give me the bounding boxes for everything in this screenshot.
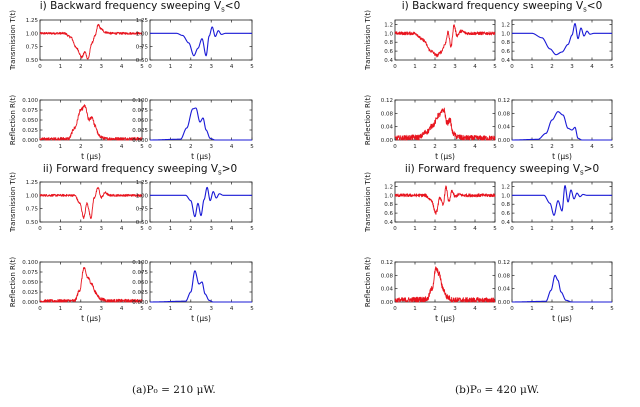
chart-a-forward-transmission-experiment-ylabel: Transmission T(t) [9, 172, 17, 232]
chart-a-forward-transmission-theory-xtick-label: 0 [148, 226, 152, 232]
chart-a-backward-reflection-theory-ytick-label: 0.075 [132, 108, 148, 114]
chart-b-forward-transmission-experiment-ytick-label: 0.6 [384, 211, 393, 218]
chart-b-backward-reflection-experiment-xtick-label: 5 [493, 144, 497, 150]
chart-a-forward-reflection-experiment-ytick-label: 0.100 [22, 260, 38, 266]
header-backward-b: i) Backward frequency sweeping $V_s<0$ [401, 0, 603, 14]
chart-b-backward-reflection-theory-xtick-label: 5 [610, 144, 614, 150]
chart-b-forward-reflection-experiment-xtick-label: 4 [473, 306, 477, 312]
chart-a-backward-transmission-theory-xtick-label: 0 [148, 64, 152, 70]
chart-b-forward-reflection-experiment-xtick-label: 1 [413, 306, 417, 312]
chart-a-forward-transmission-theory [136, 180, 255, 232]
chart-b-backward-reflection-experiment-line [395, 108, 495, 140]
chart-a-backward-transmission-experiment-xtick-label: 1 [58, 64, 63, 70]
chart-b-backward-transmission-theory-xtick-label: 1 [530, 64, 534, 70]
chart-a-backward-transmission-experiment-ylabel: Transmission T(t) [9, 10, 17, 70]
chart-a-forward-reflection-experiment-xlabel: t (μs) [81, 314, 101, 323]
chart-b-forward-reflection-experiment-xtick-label: 2 [433, 306, 437, 312]
chart-a-backward-transmission-experiment-ytick-label: 0.75 [25, 44, 38, 51]
chart-a-forward-reflection-experiment-xtick-label: 3 [99, 306, 103, 312]
chart-b-backward-reflection-experiment-ytick-label: 0.00 [380, 138, 393, 144]
chart-a-forward-reflection-theory [132, 260, 254, 323]
chart-a-forward-transmission-theory-ytick-label: 1.00 [135, 193, 148, 200]
chart-a-forward-reflection-experiment-xtick-label: 1 [58, 306, 63, 312]
chart-b-backward-reflection-experiment-ytick-label: 0.12 [380, 98, 393, 104]
chart-b-backward-reflection-experiment-xtick-label: 1 [413, 144, 417, 150]
chart-a-forward-reflection-experiment-ytick-label: 0.000 [22, 300, 38, 306]
chart-b-backward-transmission-experiment-xtick-label: 5 [493, 64, 497, 70]
chart-b-forward-transmission-experiment-ylabel: Transmission T(t) [364, 172, 372, 232]
chart-b-forward-reflection-theory-xtick-label: 4 [590, 306, 594, 312]
chart-a-backward-reflection-experiment-xtick-label: 1 [58, 144, 63, 150]
chart-a-backward-transmission-theory-ytick-label: 1.00 [135, 31, 148, 38]
chart-a-backward-reflection-theory-xtick-label: 0 [148, 144, 152, 150]
chart-b-backward-reflection-experiment-xtick-label: 3 [453, 144, 457, 150]
chart-a-backward-reflection-experiment-xlabel: t (μs) [81, 152, 101, 161]
chart-a-forward-reflection-experiment-ytick-label: 0.025 [22, 290, 38, 296]
chart-b-backward-transmission-experiment-line [395, 25, 495, 57]
chart-a-forward-transmission-theory-xtick-label: 2 [189, 226, 193, 232]
chart-a-forward-transmission-experiment-ytick-label: 0.50 [25, 220, 38, 226]
chart-b-backward-reflection-experiment-frame [395, 100, 495, 140]
chart-b-backward-reflection-theory-xlabel: t (μs) [552, 152, 572, 161]
chart-a-forward-reflection-experiment-xtick-label: 0 [38, 306, 42, 312]
chart-a-backward-reflection-theory-xtick-label: 3 [209, 144, 213, 150]
chart-b-forward-transmission-theory [501, 182, 614, 232]
chart-a-backward-reflection-experiment-xtick-label: 2 [79, 144, 83, 150]
chart-b-forward-transmission-experiment-ytick-label: 0.4 [384, 220, 393, 226]
chart-b-backward-reflection-experiment-xtick-label: 4 [473, 144, 477, 150]
chart-b-backward-transmission-theory-ytick-label: 0.4 [501, 58, 510, 64]
chart-b-forward-reflection-theory-xlabel: t (μs) [552, 314, 572, 323]
chart-b-backward-reflection-theory-ytick-label: 0.00 [497, 138, 510, 144]
chart-b-backward-transmission-theory [501, 20, 614, 70]
chart-a-backward-reflection-theory-xlabel: t (μs) [191, 152, 211, 161]
chart-a-backward-reflection-experiment-xtick-label: 5 [140, 144, 144, 150]
chart-b-backward-transmission-experiment [364, 10, 497, 71]
chart-b-backward-transmission-theory-xtick-label: 0 [510, 64, 514, 70]
chart-a-forward-reflection-theory-ytick-label: 0.075 [132, 270, 148, 276]
chart-a-forward-transmission-experiment [9, 172, 144, 233]
chart-b-forward-transmission-theory-xtick-label: 3 [570, 226, 574, 232]
chart-b-backward-reflection-theory-ytick-label: 0.08 [497, 111, 510, 118]
chart-a-backward-transmission-theory-xtick-label: 5 [250, 64, 254, 70]
chart-b-forward-transmission-theory-ytick-label: 1.2 [501, 184, 510, 191]
chart-b-backward-transmission-theory-xtick-label: 2 [550, 64, 554, 70]
chart-b-forward-transmission-experiment-xtick-label: 4 [473, 226, 477, 232]
chart-b-forward-reflection-experiment-line [395, 267, 495, 302]
chart-b-forward-transmission-theory-xtick-label: 4 [590, 226, 594, 232]
chart-b-backward-reflection-experiment-xtick-label: 0 [393, 144, 397, 150]
chart-b-forward-transmission-theory-ytick-label: 0.8 [501, 202, 510, 209]
chart-b-backward-reflection-experiment-ytick-label: 0.04 [380, 124, 393, 131]
chart-a-forward-transmission-experiment-ytick-label: 1.00 [25, 193, 38, 200]
chart-a-forward-transmission-experiment-xtick-label: 1 [58, 226, 63, 232]
chart-a-forward-transmission-experiment-xtick-label: 3 [99, 226, 103, 232]
chart-a-backward-reflection-experiment-xtick-label: 3 [99, 144, 103, 150]
chart-a-forward-transmission-theory-ytick-label: 0.75 [135, 206, 148, 213]
chart-a-backward-reflection-theory-xtick-label: 5 [250, 144, 254, 150]
chart-b-forward-reflection-theory-line [512, 275, 612, 302]
chart-b-backward-transmission-theory-ytick-label: 0.6 [501, 49, 510, 56]
chart-b-backward-transmission-theory-ytick-label: 1.2 [501, 22, 510, 29]
chart-b-forward-transmission-theory-ytick-label: 1.0 [501, 193, 510, 200]
header-forward-a: ii) Forward frequency sweeping $V_s>0$ [42, 163, 238, 177]
chart-b-forward-reflection-experiment-xlabel: t (μs) [435, 314, 455, 323]
chart-a-backward-reflection-experiment-ytick-label: 0.050 [22, 118, 38, 124]
chart-b-backward-reflection-experiment [364, 95, 497, 161]
chart-b-backward-reflection-theory-ytick-label: 0.04 [497, 124, 510, 131]
chart-b-forward-transmission-experiment-line [395, 186, 495, 214]
chart-b-forward-transmission-experiment [364, 172, 497, 233]
chart-a-forward-reflection-experiment-xtick-label: 4 [119, 306, 124, 312]
chart-a-forward-reflection-experiment [9, 257, 144, 323]
chart-b-forward-reflection-experiment-xtick-label: 3 [453, 306, 457, 312]
chart-a-forward-transmission-theory-xtick-label: 5 [250, 226, 254, 232]
chart-a-forward-transmission-experiment-frame [40, 182, 142, 222]
chart-a-forward-reflection-experiment-frame [40, 262, 142, 302]
chart-a-forward-transmission-experiment-ytick-label: 1.25 [25, 180, 38, 186]
chart-b-backward-reflection-theory-xtick-label: 0 [510, 144, 514, 150]
chart-b-forward-reflection-experiment-xtick-label: 5 [493, 306, 497, 312]
chart-a-forward-reflection-theory-ytick-label: 0.050 [132, 280, 148, 286]
chart-b-backward-reflection-experiment-xlabel: t (μs) [435, 152, 455, 161]
chart-a-backward-reflection-experiment [9, 95, 144, 161]
chart-b-forward-reflection-experiment-frame [395, 262, 495, 302]
chart-b-backward-transmission-experiment-ytick-label: 1.0 [384, 31, 393, 38]
chart-a-forward-transmission-theory-ytick-label: 0.50 [135, 220, 148, 226]
chart-b-forward-transmission-experiment-xtick-label: 5 [493, 226, 497, 232]
chart-b-backward-reflection-theory-xtick-label: 1 [530, 144, 534, 150]
chart-b-forward-reflection-theory-xtick-label: 3 [570, 306, 574, 312]
chart-a-forward-reflection-theory-xtick-label: 3 [209, 306, 213, 312]
chart-a-forward-transmission-experiment-xtick-label: 2 [79, 226, 83, 232]
chart-a-backward-transmission-experiment-ytick-label: 1.25 [25, 18, 38, 24]
caption-a: (a)P₀ = 210 μW. [132, 384, 216, 396]
chart-a-forward-reflection-experiment-ylabel: Reflection R(t) [9, 256, 17, 308]
chart-a-forward-transmission-theory-xtick-label: 4 [229, 226, 234, 232]
chart-a-forward-reflection-theory-ytick-label: 0.025 [132, 290, 148, 296]
chart-b-forward-reflection-theory-ytick-label: 0.08 [497, 273, 510, 280]
chart-a-forward-transmission-experiment-xtick-label: 4 [119, 226, 124, 232]
chart-b-backward-reflection-theory-xtick-label: 3 [570, 144, 574, 150]
chart-b-forward-reflection-experiment-ytick-label: 0.08 [380, 273, 393, 280]
chart-b-forward-transmission-experiment-xtick-label: 1 [413, 226, 417, 232]
chart-a-backward-reflection-theory-ytick-label: 0.050 [132, 118, 148, 124]
chart-a-forward-reflection-theory-xlabel: t (μs) [191, 314, 211, 323]
chart-b-forward-transmission-theory-xtick-label: 0 [510, 226, 514, 232]
chart-a-backward-transmission-experiment [9, 10, 144, 71]
chart-b-backward-transmission-theory-xtick-label: 4 [590, 64, 594, 70]
chart-b-backward-reflection-theory [498, 98, 615, 161]
chart-a-forward-transmission-experiment-xtick-label: 5 [140, 226, 144, 232]
chart-a-forward-reflection-experiment-ytick-label: 0.075 [22, 270, 38, 276]
chart-a-backward-transmission-experiment-xtick-label: 0 [38, 64, 42, 70]
chart-a-backward-reflection-theory-xtick-label: 2 [189, 144, 193, 150]
header-backward-a: i) Backward frequency sweeping $V_s<0$ [39, 0, 241, 14]
chart-b-forward-reflection-theory-ytick-label: 0.12 [497, 260, 510, 266]
chart-a-forward-reflection-theory-xtick-label: 4 [229, 306, 234, 312]
chart-b-backward-transmission-theory-line [512, 24, 612, 55]
chart-a-backward-transmission-theory-xtick-label: 1 [168, 64, 173, 70]
chart-b-forward-transmission-experiment-xtick-label: 0 [393, 226, 397, 232]
chart-a-forward-reflection-theory-xtick-label: 5 [250, 306, 254, 312]
chart-a-forward-reflection-theory-xtick-label: 2 [189, 306, 193, 312]
chart-a-forward-reflection-experiment-line [40, 268, 142, 302]
chart-a-forward-reflection-experiment-xtick-label: 5 [140, 306, 144, 312]
chart-a-backward-transmission-theory [136, 18, 255, 70]
chart-a-backward-transmission-theory-line [150, 27, 252, 56]
chart-b-forward-reflection-experiment-ylabel: Reflection R(t) [364, 256, 372, 308]
chart-a-forward-reflection-theory-ytick-label: 0.100 [132, 260, 148, 266]
chart-b-forward-reflection-theory [498, 260, 615, 323]
chart-b-backward-transmission-experiment-xtick-label: 4 [473, 64, 477, 70]
chart-b-forward-transmission-theory-line [512, 186, 612, 216]
header-forward-b: ii) Forward frequency sweeping $V_s>0$ [404, 163, 600, 177]
chart-b-backward-transmission-experiment-xtick-label: 2 [433, 64, 437, 70]
chart-a-backward-reflection-experiment-ylabel: Reflection R(t) [9, 94, 17, 146]
chart-b-backward-transmission-experiment-frame [395, 20, 495, 60]
caption-b: (b)P₀ = 420 μW. [455, 384, 540, 396]
chart-a-backward-transmission-experiment-ytick-label: 1.00 [25, 31, 38, 38]
chart-a-backward-reflection-experiment-ytick-label: 0.025 [22, 128, 38, 134]
chart-b-forward-reflection-theory-ytick-label: 0.04 [497, 286, 510, 293]
chart-b-forward-transmission-theory-xtick-label: 2 [550, 226, 554, 232]
chart-b-forward-reflection-experiment-ytick-label: 0.00 [380, 300, 393, 306]
chart-a-backward-reflection-theory-ytick-label: 0.025 [132, 128, 148, 134]
chart-a-backward-reflection-theory-xtick-label: 1 [168, 144, 173, 150]
chart-b-forward-transmission-experiment-ytick-label: 0.8 [384, 202, 393, 209]
chart-a-backward-reflection-experiment-ytick-label: 0.075 [22, 108, 38, 114]
chart-a-backward-transmission-theory-xtick-label: 3 [209, 64, 213, 70]
chart-a-backward-transmission-experiment-xtick-label: 4 [119, 64, 124, 70]
chart-a-forward-reflection-theory-xtick-label: 0 [148, 306, 152, 312]
chart-a-forward-transmission-experiment-ytick-label: 0.75 [25, 206, 38, 213]
chart-b-backward-reflection-theory-xtick-label: 4 [590, 144, 594, 150]
chart-b-backward-reflection-theory-line [512, 112, 612, 140]
chart-b-forward-reflection-theory-xtick-label: 5 [610, 306, 614, 312]
chart-b-backward-transmission-experiment-ylabel: Transmission T(t) [364, 10, 372, 70]
chart-a-backward-reflection-theory-xtick-label: 4 [229, 144, 234, 150]
chart-b-backward-transmission-experiment-xtick-label: 3 [453, 64, 457, 70]
chart-a-forward-reflection-experiment-xtick-label: 2 [79, 306, 83, 312]
chart-a-backward-transmission-theory-ytick-label: 0.75 [135, 44, 148, 51]
chart-b-forward-transmission-experiment-xtick-label: 2 [433, 226, 437, 232]
chart-b-forward-reflection-experiment-xtick-label: 0 [393, 306, 397, 312]
chart-b-backward-transmission-experiment-ytick-label: 1.2 [384, 22, 393, 29]
chart-b-forward-transmission-experiment-ytick-label: 1.0 [384, 193, 393, 200]
chart-b-backward-reflection-experiment-ytick-label: 0.08 [380, 111, 393, 118]
chart-a-backward-reflection-experiment-ytick-label: 0.000 [22, 138, 38, 144]
chart-a-backward-transmission-theory-xtick-label: 2 [189, 64, 193, 70]
chart-a-backward-transmission-theory-ytick-label: 1.25 [135, 18, 148, 24]
chart-a-backward-transmission-experiment-xtick-label: 5 [140, 64, 144, 70]
chart-b-backward-transmission-experiment-ytick-label: 0.8 [384, 40, 393, 47]
chart-a-backward-reflection-theory-line [150, 108, 252, 140]
chart-b-backward-reflection-theory-frame [512, 100, 612, 140]
chart-a-backward-reflection-theory-ytick-label: 0.100 [132, 98, 148, 104]
chart-b-forward-transmission-experiment-ytick-label: 1.2 [384, 184, 393, 191]
chart-b-forward-reflection-theory-xtick-label: 0 [510, 306, 514, 312]
chart-a-forward-transmission-theory-ytick-label: 1.25 [135, 180, 148, 186]
chart-a-forward-transmission-theory-line [150, 187, 252, 216]
chart-a-backward-reflection-theory-ytick-label: 0.000 [132, 138, 148, 144]
chart-b-backward-transmission-experiment-xtick-label: 1 [413, 64, 417, 70]
chart-a-backward-transmission-experiment-xtick-label: 2 [79, 64, 83, 70]
chart-b-forward-transmission-theory-xtick-label: 1 [530, 226, 534, 232]
chart-b-backward-transmission-theory-ytick-label: 0.8 [501, 40, 510, 47]
chart-a-backward-reflection-experiment-line [40, 105, 142, 140]
chart-b-backward-reflection-theory-xtick-label: 2 [550, 144, 554, 150]
chart-a-forward-transmission-experiment-line [40, 187, 142, 218]
chart-a-backward-reflection-experiment-xtick-label: 0 [38, 144, 42, 150]
chart-a-backward-transmission-experiment-ytick-label: 0.50 [25, 58, 38, 64]
chart-a-forward-reflection-theory-ytick-label: 0.000 [132, 300, 148, 306]
chart-b-forward-transmission-theory-xtick-label: 5 [610, 226, 614, 232]
chart-b-forward-reflection-experiment [364, 257, 497, 323]
chart-a-backward-transmission-experiment-frame [40, 20, 142, 60]
chart-a-backward-transmission-theory-ytick-label: 0.50 [135, 58, 148, 64]
chart-b-backward-transmission-theory-ytick-label: 1.0 [501, 31, 510, 38]
chart-a-backward-transmission-experiment-xtick-label: 3 [99, 64, 103, 70]
chart-b-backward-reflection-theory-ytick-label: 0.12 [497, 98, 510, 104]
chart-b-forward-reflection-theory-ytick-label: 0.00 [497, 300, 510, 306]
chart-b-backward-transmission-experiment-ytick-label: 0.6 [384, 49, 393, 56]
chart-a-backward-reflection-experiment-ytick-label: 0.100 [22, 98, 38, 104]
chart-a-forward-reflection-theory-line [150, 271, 252, 302]
chart-b-forward-reflection-experiment-ytick-label: 0.04 [380, 286, 393, 293]
chart-a-forward-reflection-theory-xtick-label: 1 [168, 306, 173, 312]
chart-b-forward-transmission-experiment-xtick-label: 3 [453, 226, 457, 232]
chart-b-forward-transmission-experiment-frame [395, 182, 495, 222]
chart-b-forward-transmission-theory-ytick-label: 0.4 [501, 220, 510, 226]
chart-b-forward-reflection-experiment-ytick-label: 0.12 [380, 260, 393, 266]
chart-b-backward-transmission-experiment-ytick-label: 0.4 [384, 58, 393, 64]
chart-b-backward-transmission-theory-xtick-label: 3 [570, 64, 574, 70]
chart-b-backward-reflection-experiment-xtick-label: 2 [433, 144, 437, 150]
chart-b-forward-reflection-theory-xtick-label: 2 [550, 306, 554, 312]
chart-b-backward-transmission-theory-xtick-label: 5 [610, 64, 614, 70]
chart-b-forward-reflection-theory-frame [512, 262, 612, 302]
chart-b-backward-transmission-experiment-xtick-label: 0 [393, 64, 397, 70]
chart-a-backward-transmission-theory-xtick-label: 4 [229, 64, 234, 70]
chart-b-backward-transmission-theory-frame [512, 20, 612, 60]
chart-a-backward-reflection-experiment-frame [40, 100, 142, 140]
chart-b-backward-reflection-experiment-ylabel: Reflection R(t) [364, 94, 372, 146]
chart-a-backward-transmission-experiment-line [40, 24, 142, 59]
chart-a-backward-reflection-experiment-xtick-label: 4 [119, 144, 124, 150]
chart-b-forward-reflection-theory-xtick-label: 1 [530, 306, 534, 312]
chart-b-forward-transmission-theory-frame [512, 182, 612, 222]
chart-a-forward-transmission-experiment-xtick-label: 0 [38, 226, 42, 232]
chart-a-backward-reflection-theory [132, 98, 254, 161]
chart-b-forward-transmission-theory-ytick-label: 0.6 [501, 211, 510, 218]
chart-a-forward-transmission-theory-xtick-label: 1 [168, 226, 173, 232]
chart-a-forward-transmission-theory-xtick-label: 3 [209, 226, 213, 232]
chart-a-forward-reflection-experiment-ytick-label: 0.050 [22, 280, 38, 286]
